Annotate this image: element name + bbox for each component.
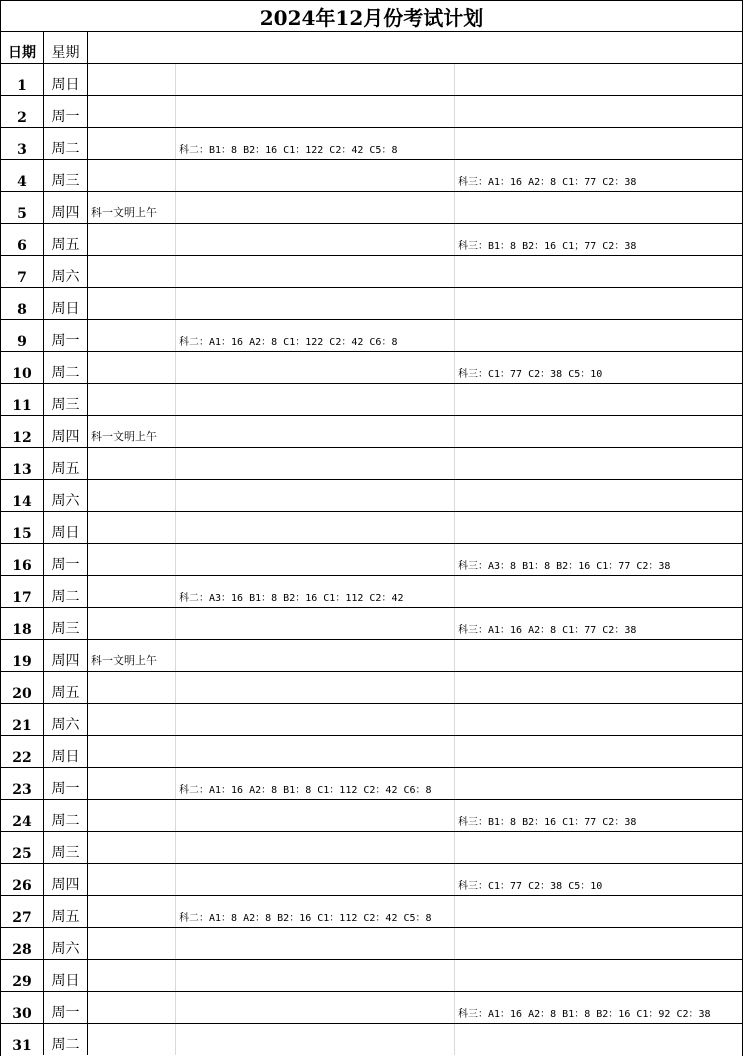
subject3-cell[interactable]: 科三：A3：8 B1：8 B2：16 C1：77 C2：38: [458, 561, 671, 572]
date-cell[interactable]: 14: [1, 480, 44, 511]
table-row: [0, 160, 743, 192]
subject3-cell[interactable]: [455, 832, 743, 863]
subject2-cell[interactable]: 科二：B1：8 B2：16 C1：122 C2：42 C5：8: [176, 128, 455, 159]
subject3-cell[interactable]: [455, 768, 743, 799]
subject2-cell[interactable]: [176, 928, 455, 959]
subject2-cell[interactable]: [176, 96, 455, 127]
table-row: [0, 128, 743, 160]
table-row: [0, 320, 743, 352]
subject2-cell[interactable]: [176, 352, 455, 383]
table-row: [0, 416, 743, 448]
subject2-cell[interactable]: [176, 960, 455, 991]
table-row: [0, 896, 743, 928]
weekday-cell[interactable]: 周四: [44, 864, 88, 895]
weekday-cell[interactable]: 周日: [44, 64, 88, 95]
header-row: [0, 32, 743, 64]
table-row: [0, 480, 743, 512]
subject3-cell[interactable]: [455, 416, 743, 447]
header-weekday[interactable]: 星期: [44, 32, 88, 63]
date-cell[interactable]: 3: [1, 128, 44, 159]
subject2-cell[interactable]: [176, 672, 455, 703]
subject3-cell[interactable]: [455, 672, 743, 703]
date-cell[interactable]: 9: [1, 320, 44, 351]
date-cell[interactable]: 10: [1, 352, 44, 383]
subject3-cell[interactable]: [455, 704, 743, 735]
subject2-cell[interactable]: [176, 384, 455, 415]
subject3-cell[interactable]: [455, 896, 743, 927]
table-row: [0, 960, 743, 992]
subject1-cell[interactable]: [88, 128, 176, 159]
subject2-cell[interactable]: [176, 800, 455, 831]
weekday-cell[interactable]: 周五: [44, 672, 88, 703]
table-row: [0, 1024, 743, 1056]
subject1-cell[interactable]: [88, 544, 176, 575]
subject2-cell[interactable]: [176, 480, 455, 511]
date-cell[interactable]: 26: [1, 864, 44, 895]
weekday-cell[interactable]: 周六: [44, 704, 88, 735]
subject3-cell[interactable]: [455, 640, 743, 671]
weekday-cell[interactable]: 周三: [44, 608, 88, 639]
table-row: [0, 288, 743, 320]
subject2-cell[interactable]: [176, 704, 455, 735]
table-row: [0, 64, 743, 96]
date-cell[interactable]: 8: [1, 288, 44, 319]
weekday-cell[interactable]: 周二: [44, 1024, 88, 1055]
subject1-cell[interactable]: [88, 896, 176, 927]
subject3-cell[interactable]: [455, 1024, 743, 1055]
sheet-title[interactable]: 2024年12月份考试计划: [0, 0, 743, 32]
subject3-cell[interactable]: [455, 736, 743, 767]
date-cell[interactable]: 1: [1, 64, 44, 95]
subject3-cell[interactable]: [455, 576, 743, 607]
weekday-cell[interactable]: 周二: [44, 576, 88, 607]
subject1-cell[interactable]: [88, 480, 176, 511]
subject2-cell[interactable]: [176, 416, 455, 447]
subject2-cell[interactable]: [176, 608, 455, 639]
table-row: [0, 640, 743, 672]
date-cell[interactable]: 27: [1, 896, 44, 927]
table-row: [0, 576, 743, 608]
subject2-cell[interactable]: [176, 512, 455, 543]
weekday-cell[interactable]: 周五: [44, 224, 88, 255]
subject3-cell[interactable]: [455, 64, 743, 95]
date-cell[interactable]: 28: [1, 928, 44, 959]
weekday-cell[interactable]: 周三: [44, 832, 88, 863]
subject2-cell[interactable]: 科二：A1：16 A2：8 B1：8 C1：112 C2：42 C6：8: [176, 768, 455, 799]
weekday-cell[interactable]: 周三: [44, 160, 88, 191]
subject3-cell[interactable]: [455, 384, 743, 415]
date-cell[interactable]: 22: [1, 736, 44, 767]
weekday-cell[interactable]: 周六: [44, 480, 88, 511]
subject1-cell[interactable]: [88, 320, 176, 351]
subject2-cell[interactable]: [176, 864, 455, 895]
subject1-cell[interactable]: 科一文明上午: [88, 416, 176, 447]
subject1-cell[interactable]: [88, 992, 176, 1023]
weekday-cell[interactable]: 周日: [44, 960, 88, 991]
table-row: [0, 608, 743, 640]
subject1-cell[interactable]: [88, 64, 176, 95]
subject2-cell[interactable]: [176, 288, 455, 319]
weekday-cell[interactable]: 周一: [44, 544, 88, 575]
table-row: [0, 928, 743, 960]
weekday-cell[interactable]: 周五: [44, 448, 88, 479]
subject2-cell[interactable]: [176, 544, 455, 575]
subject3-cell[interactable]: 科三：A1：16 A2：8 B1：8 B2：16 C1：92 C2：38: [458, 1009, 711, 1020]
subject3-cell[interactable]: [455, 192, 743, 223]
weekday-cell[interactable]: 周六: [44, 928, 88, 959]
weekday-cell[interactable]: 周二: [44, 128, 88, 159]
weekday-cell[interactable]: 周四: [44, 416, 88, 447]
subject2-cell[interactable]: [176, 736, 455, 767]
table-row: [0, 672, 743, 704]
subject1-cell[interactable]: 科一文明上午: [88, 640, 176, 671]
date-cell[interactable]: 15: [1, 512, 44, 543]
subject1-cell[interactable]: [88, 96, 176, 127]
date-cell[interactable]: 31: [1, 1024, 44, 1055]
subject1-cell[interactable]: [88, 384, 176, 415]
subject1-cell[interactable]: 科一文明上午: [88, 192, 176, 223]
date-cell[interactable]: 21: [1, 704, 44, 735]
table-row: [0, 800, 743, 832]
subject1-cell[interactable]: [88, 512, 176, 543]
subject3-cell[interactable]: [455, 480, 743, 511]
date-cell[interactable]: 25: [1, 832, 44, 863]
subject2-cell[interactable]: 科二：A1：16 A2：8 C1：122 C2：42 C6：8: [176, 320, 455, 351]
table-row: [0, 992, 743, 1024]
weekday-cell[interactable]: 周五: [44, 896, 88, 927]
table-row: [0, 864, 743, 896]
weekday-cell[interactable]: 周日: [44, 288, 88, 319]
subject3-cell[interactable]: 科三：A1：16 A2：8 C1：77 C2：38: [458, 177, 637, 188]
weekday-cell[interactable]: 周三: [44, 384, 88, 415]
date-cell[interactable]: 18: [1, 608, 44, 639]
subject1-cell[interactable]: [88, 608, 176, 639]
table-row: [0, 832, 743, 864]
weekday-cell[interactable]: 周日: [44, 512, 88, 543]
subject1-cell[interactable]: [88, 704, 176, 735]
subject1-cell[interactable]: [88, 352, 176, 383]
subject1-cell[interactable]: [88, 800, 176, 831]
subject3-cell[interactable]: [455, 320, 743, 351]
subject2-cell[interactable]: [176, 992, 455, 1023]
subject3-cell[interactable]: [455, 288, 743, 319]
date-cell[interactable]: 24: [1, 800, 44, 831]
date-cell[interactable]: 7: [1, 256, 44, 287]
table-row: [0, 448, 743, 480]
date-cell[interactable]: 16: [1, 544, 44, 575]
date-cell[interactable]: 12: [1, 416, 44, 447]
table-row: [0, 544, 743, 576]
table-row: [0, 224, 743, 256]
table-row: [0, 704, 743, 736]
table-row: [0, 512, 743, 544]
weekday-cell[interactable]: 周一: [44, 96, 88, 127]
date-cell[interactable]: 11: [1, 384, 44, 415]
date-cell[interactable]: 19: [1, 640, 44, 671]
weekday-cell[interactable]: 周四: [44, 192, 88, 223]
date-cell[interactable]: 20: [1, 672, 44, 703]
subject2-cell[interactable]: 科二：A1：8 A2：8 B2：16 C1：112 C2：42 C5：8: [176, 896, 455, 927]
date-cell[interactable]: 4: [1, 160, 44, 191]
weekday-cell[interactable]: 周二: [44, 800, 88, 831]
table-row: [0, 768, 743, 800]
weekday-cell[interactable]: 周四: [44, 640, 88, 671]
date-cell[interactable]: 6: [1, 224, 44, 255]
subject3-cell[interactable]: [455, 512, 743, 543]
subject3-cell[interactable]: 科三：B1：8 B2：16 C1：77 C2：38: [458, 817, 637, 828]
subject1-cell[interactable]: [88, 224, 176, 255]
subject2-cell[interactable]: [176, 192, 455, 223]
subject1-cell[interactable]: [88, 864, 176, 895]
subject2-cell[interactable]: [176, 448, 455, 479]
date-cell[interactable]: 13: [1, 448, 44, 479]
date-cell[interactable]: 29: [1, 960, 44, 991]
subject1-cell[interactable]: [88, 768, 176, 799]
subject1-cell[interactable]: [88, 928, 176, 959]
subject2-cell[interactable]: [176, 224, 455, 255]
subject3-cell[interactable]: 科三：C1：77 C2：38 C5：10: [458, 369, 603, 380]
weekday-cell[interactable]: 周日: [44, 736, 88, 767]
subject1-cell[interactable]: [88, 288, 176, 319]
table-row: [0, 384, 743, 416]
subject2-cell[interactable]: [176, 160, 455, 191]
table-row: [0, 192, 743, 224]
subject1-cell[interactable]: [88, 256, 176, 287]
subject2-cell[interactable]: [176, 640, 455, 671]
subject1-cell[interactable]: [88, 576, 176, 607]
table-row: [0, 736, 743, 768]
weekday-cell[interactable]: 周一: [44, 320, 88, 351]
date-cell[interactable]: 5: [1, 192, 44, 223]
subject3-cell[interactable]: [455, 928, 743, 959]
subject1-cell[interactable]: [88, 1024, 176, 1055]
subject3-cell[interactable]: 科三：B1：8 B2：16 C1；77 C2：38: [458, 241, 637, 252]
header-date[interactable]: 日期: [1, 32, 44, 63]
subject1-cell[interactable]: [88, 672, 176, 703]
date-cell[interactable]: 23: [1, 768, 44, 799]
date-cell[interactable]: 2: [1, 96, 44, 127]
subject3-cell[interactable]: 科三：C1：77 C2：38 C5：10: [458, 881, 603, 892]
weekday-cell[interactable]: 周六: [44, 256, 88, 287]
subject1-cell[interactable]: [88, 736, 176, 767]
table-row: [0, 96, 743, 128]
subject1-cell[interactable]: [88, 832, 176, 863]
subject2-cell[interactable]: [176, 64, 455, 95]
schedule-rows: [0, 64, 743, 1056]
subject3-cell[interactable]: 科三：A1：16 A2：8 C1：77 C2：38: [458, 625, 637, 636]
subject3-cell[interactable]: [455, 960, 743, 991]
weekday-cell[interactable]: 周一: [44, 768, 88, 799]
subject1-cell[interactable]: [88, 448, 176, 479]
weekday-cell[interactable]: 周一: [44, 992, 88, 1023]
subject2-cell[interactable]: [176, 1024, 455, 1055]
subject2-cell[interactable]: [176, 256, 455, 287]
date-cell[interactable]: 30: [1, 992, 44, 1023]
table-row: [0, 352, 743, 384]
subject3-cell[interactable]: [455, 448, 743, 479]
subject3-cell[interactable]: [455, 96, 743, 127]
subject2-cell[interactable]: 科二：A3：16 B1：8 B2：16 C1：112 C2：42: [176, 576, 455, 607]
weekday-cell[interactable]: 周二: [44, 352, 88, 383]
subject3-cell[interactable]: [455, 128, 743, 159]
subject1-cell[interactable]: [88, 160, 176, 191]
table-row: [0, 256, 743, 288]
subject3-cell[interactable]: [455, 256, 743, 287]
subject1-cell[interactable]: [88, 960, 176, 991]
date-cell[interactable]: 17: [1, 576, 44, 607]
subject2-cell[interactable]: [176, 832, 455, 863]
